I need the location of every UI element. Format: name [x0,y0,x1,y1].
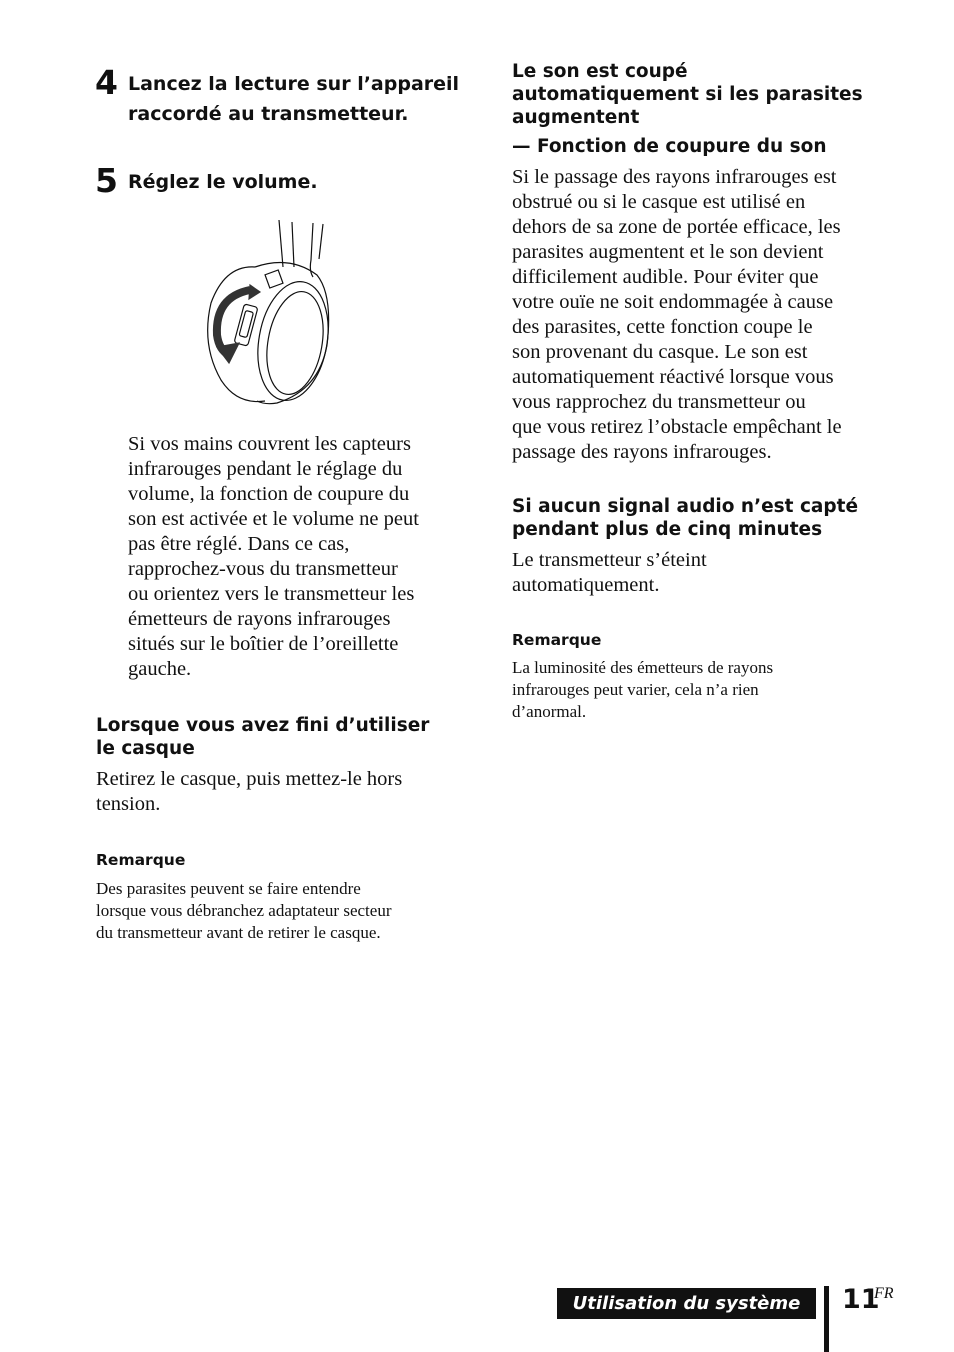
step-5-paragraph: Si vos mains couvrent les capteurs infrarouges pendant le réglage du volume, la fonction de coupure du son est activée et le volume ne peut pas être réglé. Dans ce cas, rapprochez-vous du transmetteur ou orientez vers le transmetteur les émetteurs de rayons infrarouges situés sur le boîtier de l’oreillette gauche. [128,433,419,680]
note-1-title: Remarque [96,851,186,869]
footer-divider [824,1286,829,1352]
finished-text: Retirez le casque, puis mettez-le hors tension. [96,768,403,815]
note-1-text: Des parasites peuvent se faire entendre lorsque vous débranchez adaptateur secteur du transmetteur avant de retirer le casque. [96,879,392,942]
no-signal-text: Le transmetteur s’éteint automatiquement. [512,549,707,596]
page-number: 11 [842,1284,880,1315]
mute-text: Si le passage des rayons infrarouges est obstrué ou si le casque est utilisé en dehors de sa zone de portée efficace, les parasites augmentent et le son devient difficilement audible. Pour éviter que votre ouïe ne soit endommagée à cause des parasites, cette fonction coupe le son provenant du casque. Le son est automatiquement réactivé lorsque vous vous rapprochez du transmetteur ou que vous retirez l’obstacle empêchant le passage des rayons infrarouges. [512,166,842,463]
mute-subheading: — Fonction de coupure du son [512,136,827,157]
section-label: Utilisation du système [557,1288,816,1319]
mute-heading: Le son est coupé automatiquement si les parasites augmentent [512,61,863,128]
note-2-title: Remarque [512,631,602,649]
step-5-number: 5 [95,161,118,200]
step-4-number: 4 [95,63,118,102]
step-4-text: Lancez la lecture sur l’appareil raccordé au transmetteur. [128,73,460,125]
no-signal-heading: Si aucun signal audio n’est capté pendant plus de cinq minutes [512,496,859,540]
step-5-text: Réglez le volume. [128,171,318,193]
finished-heading: Lorsque vous avez fini d’utiliser le casque [96,715,430,759]
note-2-text: La luminosité des émetteurs de rayons infrarouges peut varier, cela n’a rien d’anormal. [512,658,774,721]
headphone-volume-control-icon [195,215,335,410]
page-language: FR [874,1285,894,1302]
